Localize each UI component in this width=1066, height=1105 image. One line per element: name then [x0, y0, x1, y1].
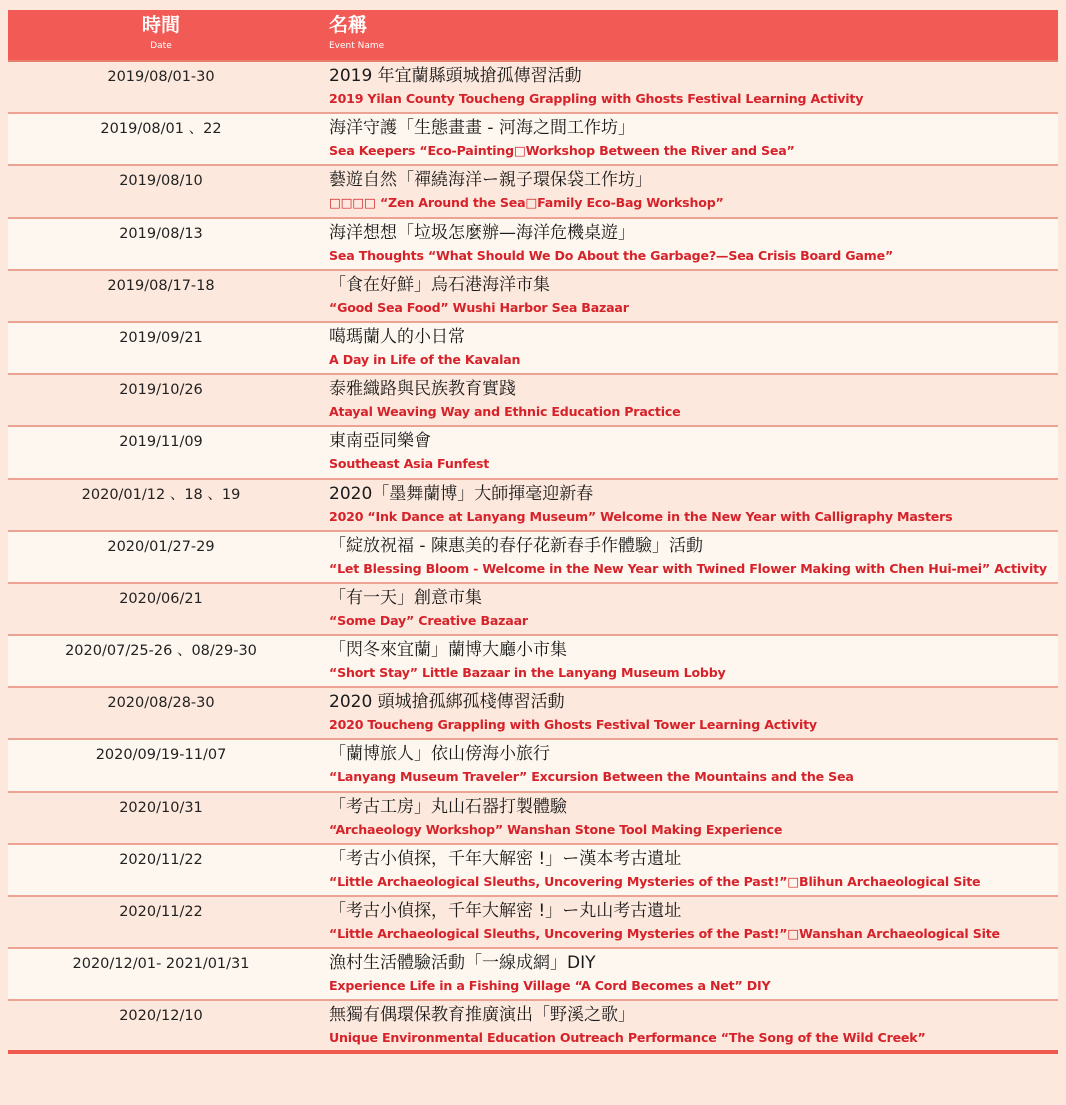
- event-name-en: Sea Thoughts “What Should We Do About the Garbage?—Sea Crisis Board Game”: [329, 247, 894, 263]
- event-name-en: 2019 Yilan County Toucheng Grappling with Ghosts Festival Learning Activity: [329, 91, 864, 106]
- event-date: 2019/08/01 、22: [100, 121, 222, 138]
- event-name-zh: 「考古小偵探，千年大解密 !」ー丸山考古遺址: [329, 901, 682, 921]
- header-name-en: Event Name: [329, 41, 385, 51]
- event-name-en: “Little Archaeological Sleuths, Uncovering Mysteries of the Past!”□Wanshan Archaeological Site: [329, 926, 1000, 941]
- table-row: [8, 949, 1058, 1001]
- event-name-zh: 泰雅織路與民族教育實踐: [329, 379, 516, 400]
- event-name-en: “Some Day” Creative Bazaar: [329, 612, 528, 628]
- header-date-en: Date: [150, 41, 172, 51]
- event-date: 2020/11/22: [119, 904, 203, 920]
- event-name-en: 2020 Toucheng Grappling with Ghosts Festival Tower Learning Activity: [329, 717, 817, 733]
- table-row: [8, 740, 1058, 792]
- table-row: [8, 166, 1058, 218]
- event-date: 2020/09/19-11/07: [95, 747, 227, 764]
- table-body: [8, 60, 1058, 1054]
- event-name-en: Sea Keepers “Eco-Painting□Workshop Between the River and Sea”: [329, 143, 795, 159]
- event-name-en: □□□□ “Zen Around the Sea□Family Eco-Bag Workshop”: [329, 195, 724, 211]
- event-name-en: “Good Sea Food” Wushi Harbor Sea Bazaar: [329, 299, 629, 315]
- event-name-en: Unique Environmental Education Outreach Performance “The Song of the Wild Creek”: [329, 1030, 926, 1046]
- event-date: 2020/01/27-29: [107, 538, 215, 555]
- event-date: 2019/11/09: [119, 434, 203, 451]
- event-date: 2019/08/13: [119, 225, 203, 242]
- events-table: [8, 10, 1058, 1054]
- table-row: [8, 584, 1058, 636]
- table-row: [8, 688, 1058, 740]
- event-name-en: A Day in Life of the Kavalan: [329, 351, 521, 367]
- table-row: [8, 219, 1058, 271]
- table-row: [8, 427, 1058, 479]
- event-name-en: Atayal Weaving Way and Ethnic Education Practice: [329, 404, 681, 420]
- event-name-en: 2020 “Ink Dance at Lanyang Museum” Welcome in the New Year with Calligraphy Masters: [329, 508, 953, 524]
- table-row: [8, 480, 1058, 532]
- header-name-zh: 名稱: [329, 14, 368, 36]
- event-date: 2020/12/01- 2021/01/31: [72, 956, 250, 973]
- event-name-zh: 無獨有偶環保教育推廣演出「野溪之歌」: [329, 1005, 635, 1026]
- event-date: 2020/01/12 、18 、19: [81, 486, 241, 503]
- event-name-zh: 東南亞同樂會: [329, 431, 431, 452]
- table-row: [8, 636, 1058, 688]
- event-name-en: “Short Stay” Little Bazaar in the Lanyang Museum Lobby: [329, 665, 726, 681]
- event-date: 2019/10/26: [119, 382, 203, 399]
- event-date: 2020/10/31: [119, 799, 203, 816]
- event-name-zh: 「蘭博旅人」依山傍海小旅行: [329, 744, 550, 765]
- event-date: 2020/08/28-30: [107, 695, 215, 712]
- table-row: [8, 1001, 1058, 1053]
- event-name-zh: 「綻放祝福 - 陳惠美的春仔花新春手作體驗」活動: [329, 535, 703, 556]
- header-date-zh: 時間: [141, 14, 180, 36]
- event-date: 2019/08/17-18: [107, 277, 215, 294]
- event-name-en: Experience Life in a Fishing Village “A Cord Becomes a Net” DIY: [329, 978, 771, 994]
- table-row: [8, 845, 1058, 897]
- event-date: 2020/12/10: [119, 1008, 203, 1025]
- table-row: [8, 897, 1058, 949]
- event-date: 2019/08/10: [119, 173, 203, 190]
- event-name-zh: 2020 頭城搶孤綁孤棧傳習活動: [329, 692, 565, 713]
- event-name-zh: 「閃冬來宜蘭」蘭博大廳小市集: [329, 640, 567, 661]
- table-row: [8, 114, 1058, 166]
- event-date: 2020/07/25-26 、08/29-30: [65, 643, 257, 660]
- event-name-en: Southeast Asia Funfest: [329, 456, 490, 472]
- event-name-zh: 藝遊自然「禪繞海洋ー親子環保袋工作坊」: [329, 170, 652, 191]
- event-name-en: “Little Archaeological Sleuths, Uncovering Mysteries of the Past!”□Blihun Archaeological Site: [329, 873, 981, 889]
- event-date: 2020/11/22: [119, 851, 203, 868]
- table-row: [8, 271, 1058, 323]
- event-date: 2019/09/21: [119, 329, 203, 346]
- table-row: [8, 62, 1058, 114]
- event-name-zh: 海洋想想「垃圾怎麼辦—海洋危機桌遊」: [329, 222, 635, 243]
- event-name-zh: 海洋守護「生態畫畫 - 河海之間工作坊」: [329, 118, 635, 139]
- event-name-zh: 「考古小偵探，千年大解密 !」ー漢本考古遺址: [329, 848, 682, 869]
- event-name-zh: 噶瑪蘭人的小日常: [329, 326, 465, 347]
- table-row: [8, 375, 1058, 427]
- event-name-zh: 「考古工房」丸山石器打製體驗: [329, 796, 567, 817]
- event-name-en: “Let Blessing Bloom - Welcome in the New Year with Twined Flower Making with Chen Hui-mei” Activity: [329, 560, 1047, 576]
- event-name-zh: 「有一天」創意市集: [329, 587, 482, 608]
- event-date: 2020/06/21: [119, 590, 203, 607]
- table-row: [8, 323, 1058, 375]
- event-name-en: “Archaeology Workshop” Wanshan Stone Tool Making Experience: [329, 821, 783, 837]
- event-name-zh: 「食在好鮮」烏石港海洋市集: [329, 274, 550, 295]
- table-header: [8, 10, 1058, 60]
- table-row: [8, 532, 1058, 584]
- event-date: 2019/08/01-30: [107, 69, 215, 85]
- event-name-zh: 漁村生活體驗活動「一線成網」DIY: [329, 953, 596, 974]
- event-name-zh: 2019 年宜蘭縣頭城搶孤傳習活動: [329, 66, 582, 86]
- event-name-zh: 2020「墨舞蘭博」大師揮毫迎新春: [329, 483, 594, 504]
- table-row: [8, 793, 1058, 845]
- event-name-en: “Lanyang Museum Traveler” Excursion Between the Mountains and the Sea: [329, 769, 854, 785]
